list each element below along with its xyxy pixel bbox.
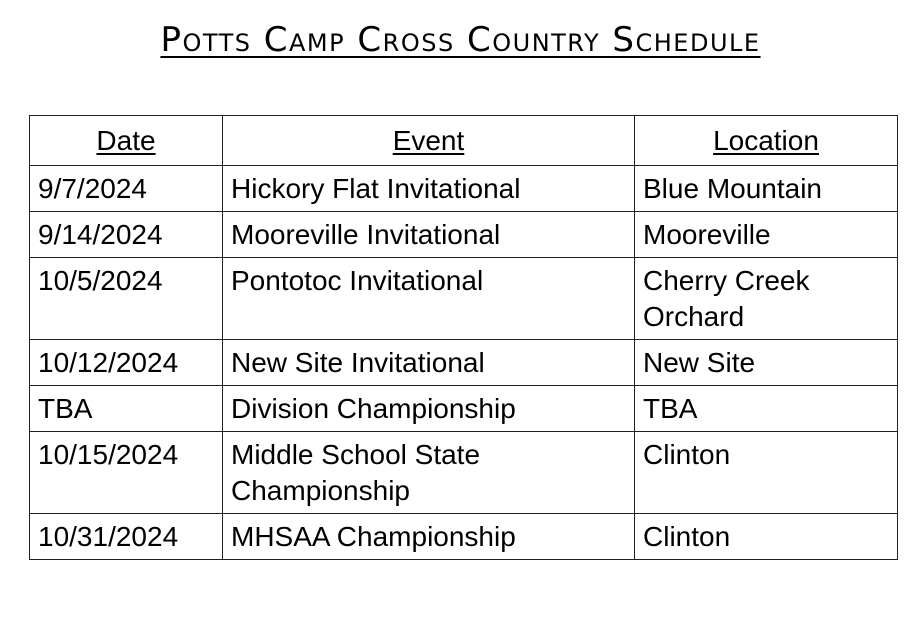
table-row (30, 432, 898, 514)
table-row (30, 386, 898, 432)
cell-event: Middle School State Championship (223, 432, 635, 514)
table-row (30, 514, 898, 560)
cell-location: Clinton (635, 514, 898, 560)
cell-event: Hickory Flat Invitational (223, 166, 635, 212)
table-row (30, 212, 898, 258)
schedule-table (29, 115, 898, 560)
cell-location: Mooreville (635, 212, 898, 258)
header-event: Event (223, 116, 635, 166)
header-location: Location (635, 116, 898, 166)
cell-location: Cherry Creek Orchard (635, 258, 898, 340)
cell-location: Blue Mountain (635, 166, 898, 212)
cell-date: 10/12/2024 (30, 340, 223, 386)
table-row (30, 166, 898, 212)
cell-location: New Site (635, 340, 898, 386)
table-row (30, 258, 898, 340)
cell-event: Mooreville Invitational (223, 212, 635, 258)
cell-location: Clinton (635, 432, 898, 514)
page-title (0, 20, 921, 60)
cell-date: 10/5/2024 (30, 258, 223, 340)
cell-date: 9/14/2024 (30, 212, 223, 258)
cell-date: 9/7/2024 (30, 166, 223, 212)
cell-date: 10/31/2024 (30, 514, 223, 560)
cell-date: 10/15/2024 (30, 432, 223, 514)
page-title-text: Potts Camp Cross Country Schedule (160, 20, 761, 60)
table-row (30, 340, 898, 386)
cell-location: TBA (635, 386, 898, 432)
header-row (30, 116, 898, 166)
cell-date: TBA (30, 386, 223, 432)
cell-event: MHSAA Championship (223, 514, 635, 560)
cell-event: New Site Invitational (223, 340, 635, 386)
header-date: Date (30, 116, 223, 166)
cell-event: Division Championship (223, 386, 635, 432)
cell-event: Pontotoc Invitational (223, 258, 635, 340)
